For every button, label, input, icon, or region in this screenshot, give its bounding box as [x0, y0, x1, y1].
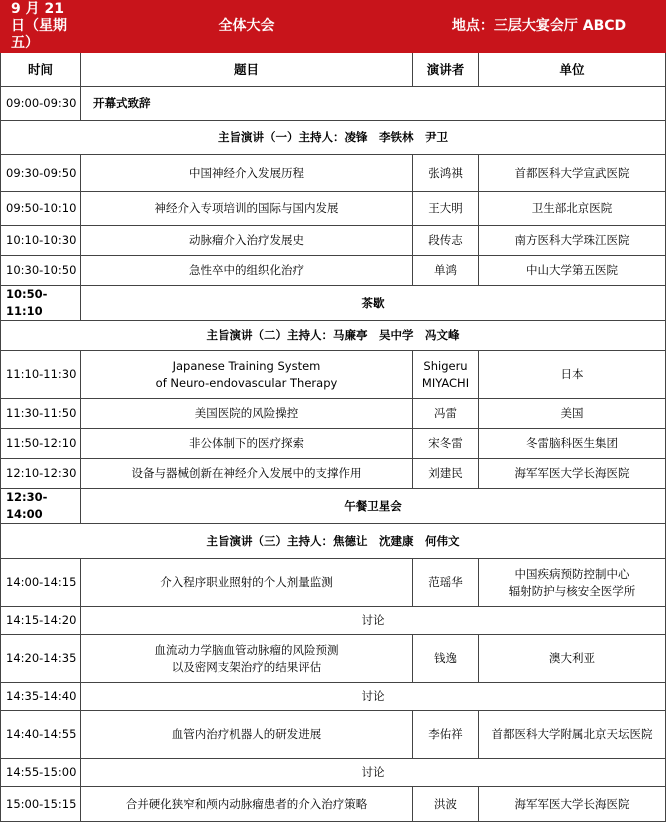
- section-heading: 主旨演讲（二）主持人：马廉亭 吴中学 冯文峰: [1, 321, 666, 351]
- table-row: [1, 711, 666, 759]
- section-heading: 主旨演讲（三）主持人：焦德让 沈建康 何伟文: [1, 524, 666, 559]
- speaker-cell: 钱逸: [413, 635, 479, 683]
- time-cell: 15:00-15:15: [1, 787, 81, 822]
- speaker-cell: 张鸿祺: [413, 155, 479, 192]
- title-cell: 合并硬化狭窄和颅内动脉瘤患者的介入治疗策略: [81, 787, 413, 822]
- table-row: [1, 787, 666, 822]
- table-row: [1, 524, 666, 559]
- title-cell: 神经介入专项培训的国际与国内发展: [81, 192, 413, 226]
- table-row: [1, 429, 666, 459]
- date-label: 9 月 21 日（星期五）: [1, 1, 81, 53]
- title-cell: 血管内治疗机器人的研发进展: [81, 711, 413, 759]
- speaker-cell: 洪波: [413, 787, 479, 822]
- time-cell: 12:10-12:30: [1, 459, 81, 489]
- discussion-cell: 讨论: [81, 683, 666, 711]
- table-row: [1, 155, 666, 192]
- table-row: [1, 459, 666, 489]
- speaker-cell: 冯雷: [413, 399, 479, 429]
- table-row: [1, 351, 666, 399]
- break-cell: 茶歇: [81, 286, 666, 321]
- title-cell: 急性卒中的组织化治疗: [81, 256, 413, 286]
- table-row: [1, 226, 666, 256]
- time-cell: 12:30-14:00: [1, 489, 81, 524]
- time-cell: 14:20-14:35: [1, 635, 81, 683]
- org-cell: 南方医科大学珠江医院: [479, 226, 666, 256]
- venue-label: 地点：三层大宴会厅 ABCD: [413, 1, 666, 53]
- speaker-cell: 单鸿: [413, 256, 479, 286]
- time-cell: 14:00-14:15: [1, 559, 81, 607]
- table-row: [1, 256, 666, 286]
- time-cell: 09:00-09:30: [1, 87, 81, 121]
- discussion-cell: 讨论: [81, 759, 666, 787]
- table-row: [1, 192, 666, 226]
- title-cell: 动脉瘤介入治疗发展史: [81, 226, 413, 256]
- time-cell: 11:30-11:50: [1, 399, 81, 429]
- title-cell: 美国医院的风险操控: [81, 399, 413, 429]
- title-cell: 介入程序职业照射的个人剂量监测: [81, 559, 413, 607]
- col-org-header: 单位: [479, 53, 666, 87]
- title-cell: 设备与器械创新在神经介入发展中的支撑作用: [81, 459, 413, 489]
- time-cell: 14:15-14:20: [1, 607, 81, 635]
- table-row: [1, 559, 666, 607]
- col-speaker-header: 演讲者: [413, 53, 479, 87]
- org-cell: 中山大学第五医院: [479, 256, 666, 286]
- time-cell: 14:40-14:55: [1, 711, 81, 759]
- discussion-cell: 讨论: [81, 607, 666, 635]
- org-cell: 海军军医大学长海医院: [479, 787, 666, 822]
- time-cell: 10:10-10:30: [1, 226, 81, 256]
- org-cell: 首都医科大学附属北京天坛医院: [479, 711, 666, 759]
- speaker-cell: 段传志: [413, 226, 479, 256]
- session-title: 全体大会: [81, 1, 413, 53]
- speaker-cell: 宋冬雷: [413, 429, 479, 459]
- org-cell: 美国: [479, 399, 666, 429]
- speaker-cell: 王大明: [413, 192, 479, 226]
- table-row: [1, 759, 666, 787]
- title-cell: 开幕式致辞: [81, 87, 666, 121]
- table-row: [1, 607, 666, 635]
- org-cell: 卫生部北京医院: [479, 192, 666, 226]
- org-cell: 中国疾病预防控制中心 辐射防护与核安全医学所: [479, 559, 666, 607]
- section-heading: 主旨演讲（一）主持人：凌锋 李铁林 尹卫: [1, 121, 666, 155]
- table-row: [1, 321, 666, 351]
- table-row: [1, 635, 666, 683]
- time-cell: 14:35-14:40: [1, 683, 81, 711]
- org-cell: 海军军医大学长海医院: [479, 459, 666, 489]
- col-title-header: 题目: [81, 53, 413, 87]
- title-cell: Japanese Training System of Neuro-endovascular Therapy: [81, 351, 413, 399]
- org-cell: 冬雷脑科医生集团: [479, 429, 666, 459]
- column-header-row: [1, 53, 666, 87]
- title-cell: 非公体制下的医疗探索: [81, 429, 413, 459]
- speaker-cell: 刘建民: [413, 459, 479, 489]
- speaker-cell: 范瑶华: [413, 559, 479, 607]
- header-row: [1, 1, 666, 53]
- table-row: [1, 121, 666, 155]
- time-cell: 09:30-09:50: [1, 155, 81, 192]
- org-cell: 澳大利亚: [479, 635, 666, 683]
- time-cell: 10:50-11:10: [1, 286, 81, 321]
- time-cell: 11:50-12:10: [1, 429, 81, 459]
- speaker-cell: Shigeru MIYACHI: [413, 351, 479, 399]
- title-cell: 血流动力学脑血管动脉瘤的风险预测 以及密网支架治疗的结果评估: [81, 635, 413, 683]
- col-time-header: 时间: [1, 53, 81, 87]
- time-cell: 09:50-10:10: [1, 192, 81, 226]
- table-row: [1, 286, 666, 321]
- org-cell: 首都医科大学宣武医院: [479, 155, 666, 192]
- speaker-cell: 李佑祥: [413, 711, 479, 759]
- time-cell: 14:55-15:00: [1, 759, 81, 787]
- time-cell: 11:10-11:30: [1, 351, 81, 399]
- table-row: [1, 489, 666, 524]
- table-row: [1, 87, 666, 121]
- table-row: [1, 683, 666, 711]
- title-cell: 中国神经介入发展历程: [81, 155, 413, 192]
- time-cell: 10:30-10:50: [1, 256, 81, 286]
- break-cell: 午餐卫星会: [81, 489, 666, 524]
- org-cell: 日本: [479, 351, 666, 399]
- table-row: [1, 399, 666, 429]
